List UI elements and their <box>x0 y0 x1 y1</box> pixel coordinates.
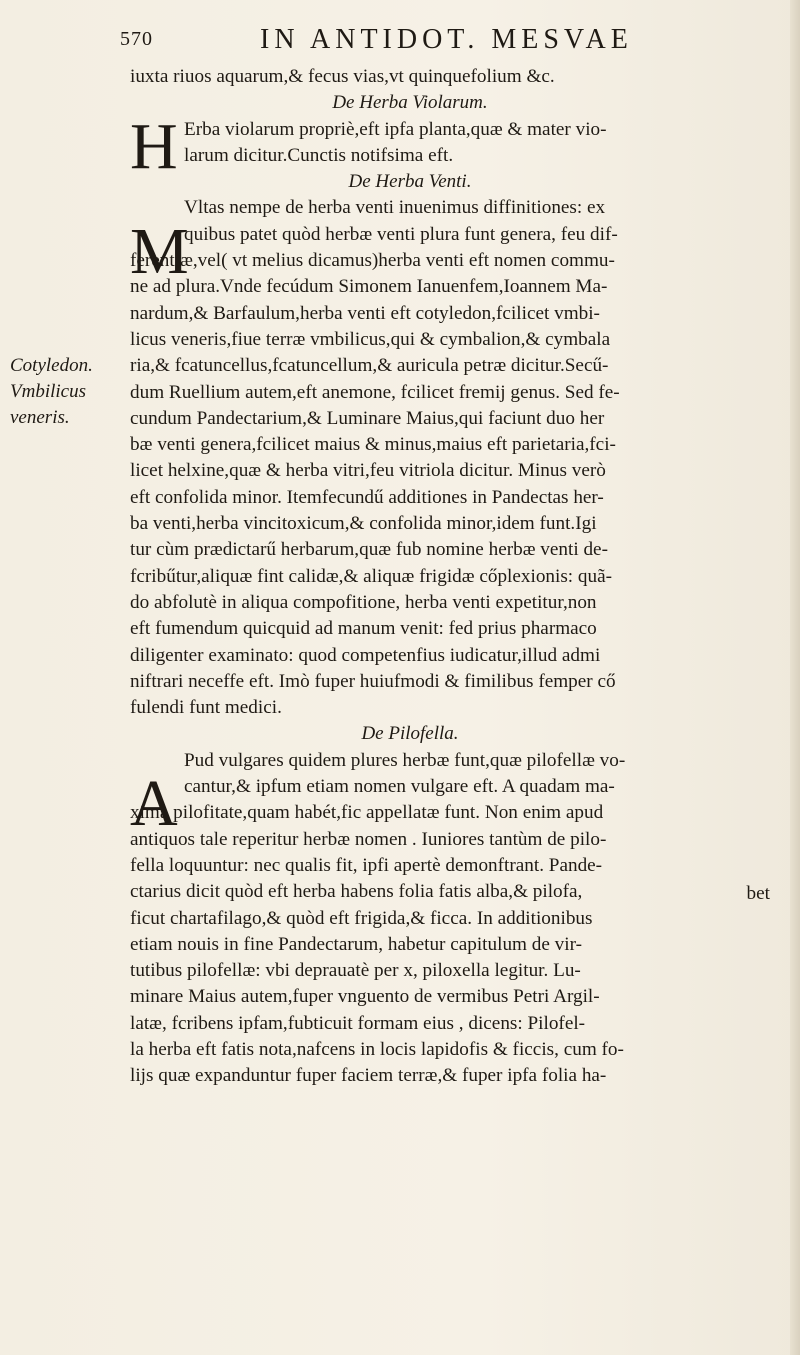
text-line: do abfolutè in aliqua compofitione, herba venti expetitur,non <box>130 591 597 613</box>
page-number: 570 <box>120 28 153 50</box>
text-line: ba venti,herba vincitoxicum,& confolida minor,idem funt.Igi <box>130 513 597 535</box>
dropcap-m: M <box>130 215 189 288</box>
section-heading-venti: De Herba Venti. <box>348 171 472 193</box>
text-line: ria,& fcatuncellus,fcatuncellum,& auricula petræ dicitur.Secű- <box>130 355 609 377</box>
text-line: cantur,& ipfum etiam nomen vulgare eft. A quadam ma- <box>184 776 615 798</box>
text-line: cundum Pandectarium,& Luminare Maius,qui faciunt duo her <box>130 407 605 429</box>
text-line: fcribűtur,aliquæ fint calidæ,& aliquæ frigidæ cőplexionis: quã- <box>130 565 613 587</box>
page-header <box>120 24 680 54</box>
section-heading-violarum: De Herba Violarum. <box>332 92 488 114</box>
text-line: xima pilofitate,quam habét,fic appellatæ funt. Non enim apud <box>130 802 604 824</box>
page-edge <box>790 0 800 1355</box>
text-line: latæ, fcribens ipfam,fubticuit formam eius , dicens: Pilofel- <box>130 1012 586 1034</box>
text-line: ferentiæ,vel( vt melius dicamus)herba venti eft nomen commu- <box>130 250 615 272</box>
text-line: eft fumendum quicquid ad manum venit: fed prius pharmaco <box>130 618 597 640</box>
text-line: iuxta riuos aquarum,& fecus vias,vt quinquefolium &c. <box>130 66 555 87</box>
section-heading-pilofella: De Pilofella. <box>361 723 459 745</box>
text-line: eft confolida minor. Itemfecundű additiones in Pandectas her- <box>130 486 604 508</box>
text-line: Erba violarum propriè,eft ipfa planta,quæ & mater vio- <box>184 118 607 140</box>
text-line: la herba eft fatis nota,nafcens in locis lapidofis & ficcis, cum fo- <box>130 1038 624 1060</box>
text-line: bæ venti genera,fcilicet maius & minus,maius eft parietaria,fci- <box>130 434 616 456</box>
text-line: ctarius dicit quòd eft herba habens folia fatis alba,& pilofa, <box>130 881 583 903</box>
dropcap-a: A <box>130 767 178 840</box>
text-line: larum dicitur.Cunctis notifsima eft. <box>184 144 454 166</box>
text-line: licet helxine,quæ & herba vitri,feu vitriola dicitur. Minus verò <box>130 460 606 482</box>
dropcap-h: H <box>130 110 178 183</box>
margin-note-cotyledon: Cotyledon. <box>10 355 93 376</box>
text-line: niftrari neceffe eft. Imò fuper huiufmodi & fimilibus femper cő <box>130 670 616 692</box>
text-line: fella loquuntur: nec qualis fit, ipfi apertè demonftrant. Pande- <box>130 854 603 876</box>
text-line: Pud vulgares quidem plures herbæ funt,quæ pilofellæ vo- <box>184 749 626 771</box>
text-line: nardum,& Barfaulum,herba venti eft cotyledon,fcilicet vmbi- <box>130 302 600 324</box>
text-line: quibus patet quòd herbæ venti plura funt genera, feu dif- <box>184 223 618 245</box>
text-line: diligenter examinato: quod competenfius iudicatur,illud admi <box>130 644 601 666</box>
text-line: etiam nouis in fine Pandectarum, habetur capitulum de vir- <box>130 933 582 955</box>
text-line: dum Ruellium autem,eft anemone, fcilicet fremij genus. Sed fe- <box>130 381 620 403</box>
catchword: bet <box>746 883 770 904</box>
margin-note-veneris: veneris. <box>10 407 70 428</box>
text-line: fulendi funt medici. <box>130 697 282 719</box>
text-line: minare Maius autem,fuper vnguento de vermibus Petri Argil- <box>130 986 600 1008</box>
text-line: licus veneris,fiue terræ vmbilicus,qui & cymbalion,& cymbala <box>130 328 611 350</box>
text-line: ficut chartafilago,& quòd eft frigida,& ficca. In additionibus <box>130 907 593 929</box>
text-line: ne ad plura.Vnde fecúdum Simonem Ianuenfem,Ioannem Ma- <box>130 276 608 298</box>
text-line: tur cùm prædictarű herbarum,quæ fub nomine herbæ venti de- <box>130 539 608 561</box>
body-text <box>130 64 690 1090</box>
margin-note-vmbilicus: Vmbilicus <box>10 381 86 402</box>
text-line: Vltas nempe de herba venti inuenimus diffinitiones: ex <box>184 197 606 219</box>
text-line: lijs quæ expanduntur fuper faciem terræ,& fuper ipfa folia ha- <box>130 1065 607 1087</box>
text-line: antiquos tale reperitur herbæ nomen . Iuniores tantùm de pilo- <box>130 828 607 850</box>
running-title: IN ANTIDOT. MESVAE <box>260 24 633 55</box>
text-line: tutibus pilofellæ: vbi deprauatè per x, piloxella legitur. Lu- <box>130 960 581 982</box>
